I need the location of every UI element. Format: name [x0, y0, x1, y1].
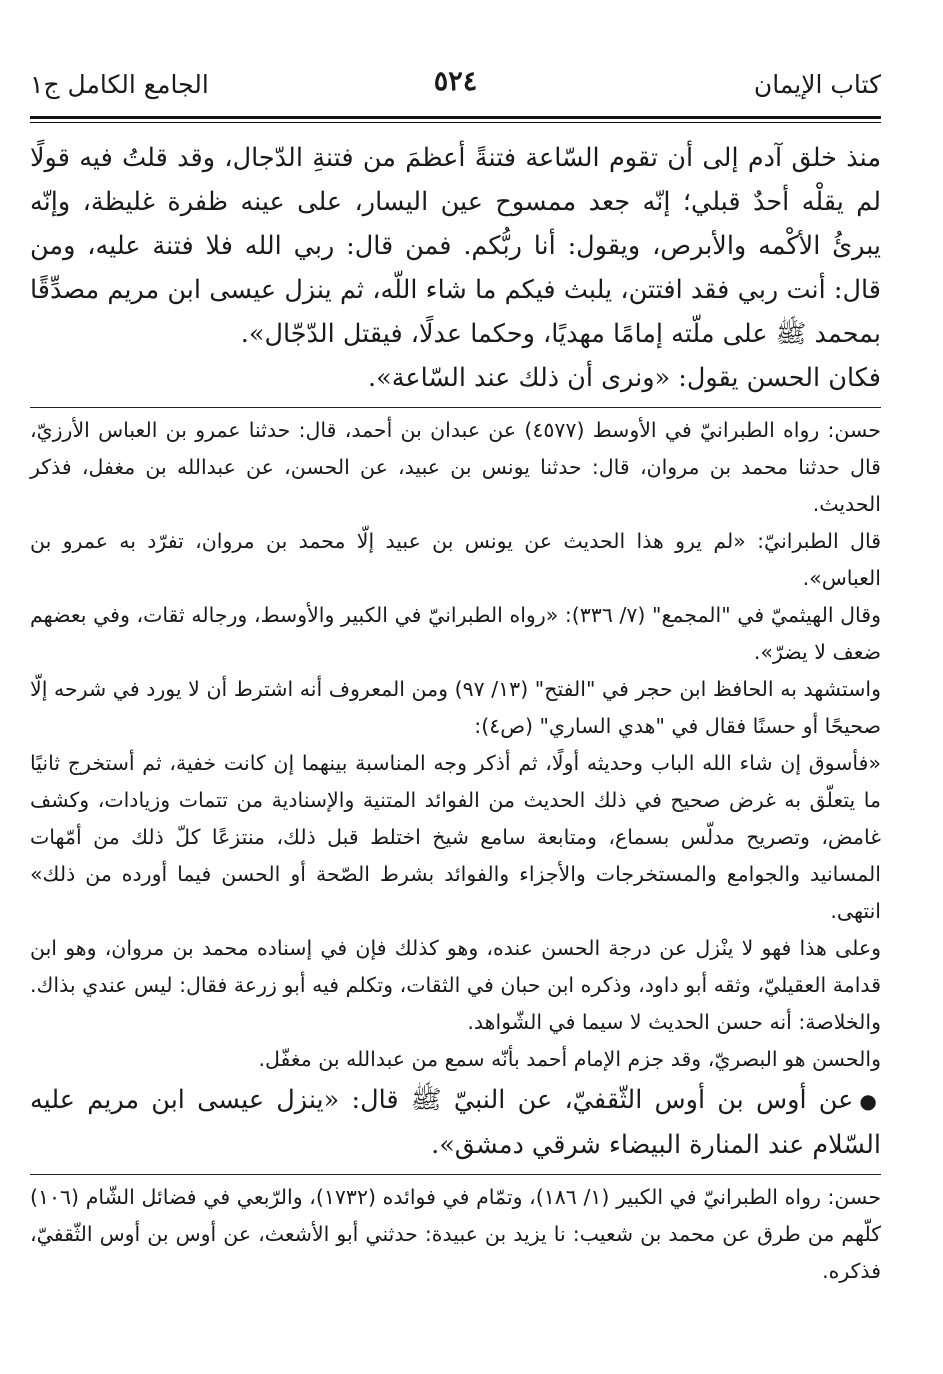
section-divider [30, 407, 881, 408]
header-rule-thick [30, 116, 881, 119]
book-name: كتاب الإيمان [753, 70, 881, 99]
volume-title: الجامع الكامل ج١ [30, 70, 209, 99]
hadith-text: منذ خلق آدم إلى أن تقوم السّاعة فتنةً أعظمَ من فتنةِ الدّجال، وقد قلتُ فيه قولًا لم يقلْه أحدٌ قبلي؛ إنّه جعد ممسوح عين اليسار، على عينه ظفرة غليظة، وإنّه يبرئُ الأكْمه والأبرص، ويقول: أنا ربُّكم. فمن قال: ربي الله فلا فتنة عليه، ومن قال: أنت ربي فقد افتتن، يلبث فيكم ما شاء اللّه، ثم ينزل عيسى ابن مريم مصدِّقًا بمحمد ﷺ على ملّته إمامًا مهديًا، وحكما عدلًا، فيقتل الدّجّال». [30, 143, 881, 349]
ibn-hajar-paragraph: واستشهد به الحافظ ابن حجر في "الفتح" (١٣/ ٩٧) ومن المعروف أنه اشترط أن لا يورد في شرحه إلّا صحيحًا أو حسنًا فقال في "هدي الساري" (ص٤): [30, 677, 881, 738]
haythami-quote: وقال الهيثميّ في "المجمع" (٧/ ٣٣٦): «رواه الطبرانيّ في الكبير والأوسط، ورجاله ثقات، وفي بعضهم ضعف لا يضرّ». [30, 603, 881, 664]
running-header [30, 66, 881, 112]
takhrij-paragraph: حسن: رواه الطبرانيّ في الكبير (١/ ١٨٦)، وتمّام في فوائده (١٧٣٢)، والرّبعي في فضائل الشّام (١٠٦) كلّهم من طرق عن محمد بن شعيب: نا يزيد بن عبيدة: حدثني أبو الأشعث، عن أوس بن أوس الثّقفيّ، فذكره. [30, 1185, 881, 1283]
page-body [30, 136, 881, 1290]
hasan-basri-note: والحسن هو البصريّ، وقد جزم الإمام أحمد بأنّه سمع من عبدالله بن مغفّل. [258, 1047, 881, 1071]
hadi-sari-quote: «فأسوق إن شاء الله الباب وحديثه أولًا، ثم أذكر وجه المناسبة بينهما إن كانت خفية، ثم أستخرج ثانيًا ما يتعلّق به غرض صحيح في ذلك الحديث من الفوائد المتنية والإسنادية من تتمات وزيادات، وكشف غامض، وتصريح مدلّس بسماع، ومتابعة سامع شيخ اختلط قبل ذلك، منتزعًا كلّ ذلك من أمّهات المسانيد والجوامع والمستخرجات والأجزاء والفوائد بشرط الصّحة أو الحسن فيما أورده من ذلك» انتهى. [30, 751, 881, 923]
grading-paragraph: وعلى هذا فهو لا ينْزل عن درجة الحسن عنده، وهو كذلك فإن في إسناده محمد بن مروان، وهو ابن قدامة العقيليّ، وثقه أبو داود، وذكره ابن حبان في الثقات، وتكلم فيه أبو زرعة فقال: ليس عندي بذاك. والخلاصة: أنه حسن الحديث لا سيما في الشّواهد. [30, 936, 881, 1034]
section-divider [30, 1174, 881, 1175]
tabarani-quote: قال الطبرانيّ: «لم يرو هذا الحديث عن يونس بن عبيد إلّا محمد بن مروان، تفرّد به عمرو بن العباس». [30, 529, 881, 590]
hadith-entry-text: عن أوس بن أوس الثّقفيّ، عن النبيّ ﷺ قال: «ينزل عيسى ابن مريم عليه السّلام عند المنارة البيضاء شرقي دمشق». [30, 1085, 881, 1160]
page-number: ٥٢٤ [433, 66, 478, 97]
takhrij-paragraph: حسن: رواه الطبرانيّ في الأوسط (٤٥٧٧) عن عبدان بن أحمد، قال: حدثنا عمرو بن العباس الأرزيّ، قال حدثنا محمد بن مروان، قال: حدثنا يونس بن عبيد، عن الحسن، عن عبدالله بن مغفل، فذكر الحديث. [30, 418, 881, 516]
bullet-icon: ● [859, 1089, 881, 1113]
hadith-addendum: فكان الحسن يقول: «ونرى أن ذلك عند السّاعة». [367, 363, 881, 393]
hadith-entry [30, 1078, 881, 1167]
header-rule-thin [30, 122, 881, 123]
